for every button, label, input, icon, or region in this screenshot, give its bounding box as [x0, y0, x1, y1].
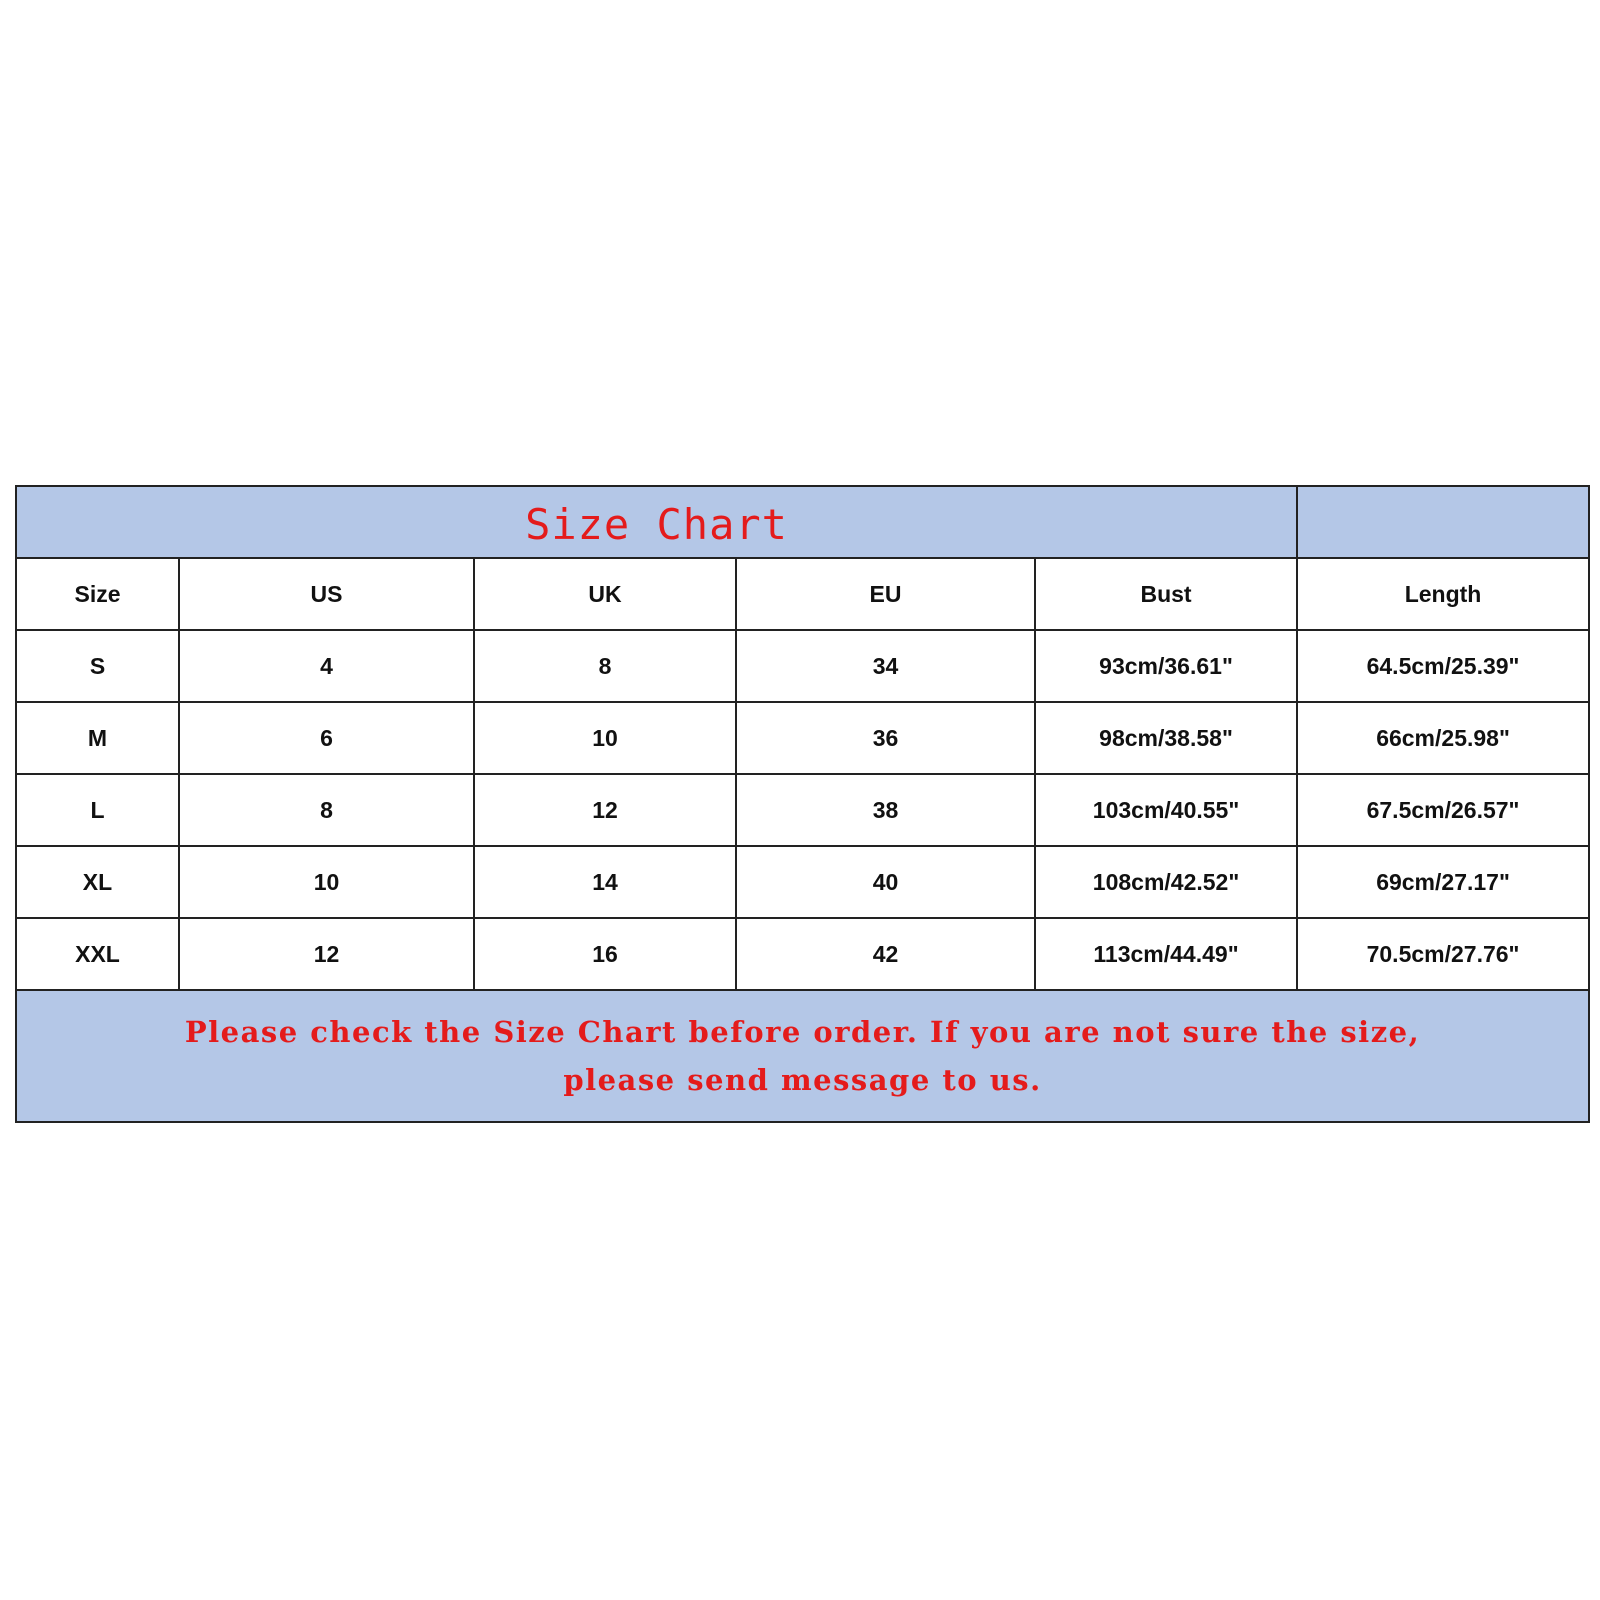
note-line-1: Please check the Size Chart before order. If you are not sure the size, — [184, 1015, 1421, 1049]
title-cell — [16, 486, 1297, 558]
size-chart-table — [15, 485, 1590, 1123]
header-row — [16, 558, 1589, 630]
cell-size: L — [16, 774, 179, 846]
cell-eu: 36 — [736, 702, 1035, 774]
cell-uk: 8 — [474, 630, 736, 702]
cell-length: 66cm/25.98" — [1297, 702, 1589, 774]
header-us: US — [179, 558, 474, 630]
header-uk: UK — [474, 558, 736, 630]
cell-bust: 98cm/38.58" — [1035, 702, 1297, 774]
cell-us: 8 — [179, 774, 474, 846]
cell-bust: 113cm/44.49" — [1035, 918, 1297, 990]
cell-uk: 14 — [474, 846, 736, 918]
cell-length: 64.5cm/25.39" — [1297, 630, 1589, 702]
chart-title: Size Chart — [525, 499, 788, 549]
cell-us: 10 — [179, 846, 474, 918]
note-row — [16, 990, 1589, 1122]
table-row — [16, 702, 1589, 774]
cell-length: 67.5cm/26.57" — [1297, 774, 1589, 846]
cell-eu: 34 — [736, 630, 1035, 702]
table-row — [16, 774, 1589, 846]
cell-size: M — [16, 702, 179, 774]
cell-size: XXL — [16, 918, 179, 990]
cell-bust: 93cm/36.61" — [1035, 630, 1297, 702]
cell-bust: 108cm/42.52" — [1035, 846, 1297, 918]
title-blank-cell — [1297, 486, 1589, 558]
table-row — [16, 630, 1589, 702]
cell-us: 4 — [179, 630, 474, 702]
table-row — [16, 846, 1589, 918]
table-row — [16, 918, 1589, 990]
note-line-2: please send message to us. — [563, 1063, 1042, 1097]
cell-size: XL — [16, 846, 179, 918]
note-cell — [16, 990, 1589, 1122]
header-bust: Bust — [1035, 558, 1297, 630]
cell-uk: 16 — [474, 918, 736, 990]
title-row — [16, 486, 1589, 558]
cell-us: 6 — [179, 702, 474, 774]
header-size: Size — [16, 558, 179, 630]
cell-eu: 38 — [736, 774, 1035, 846]
cell-eu: 40 — [736, 846, 1035, 918]
cell-size: S — [16, 630, 179, 702]
cell-length: 69cm/27.17" — [1297, 846, 1589, 918]
cell-length: 70.5cm/27.76" — [1297, 918, 1589, 990]
cell-eu: 42 — [736, 918, 1035, 990]
header-length: Length — [1297, 558, 1589, 630]
cell-uk: 12 — [474, 774, 736, 846]
cell-us: 12 — [179, 918, 474, 990]
cell-uk: 10 — [474, 702, 736, 774]
cell-bust: 103cm/40.55" — [1035, 774, 1297, 846]
header-eu: EU — [736, 558, 1035, 630]
